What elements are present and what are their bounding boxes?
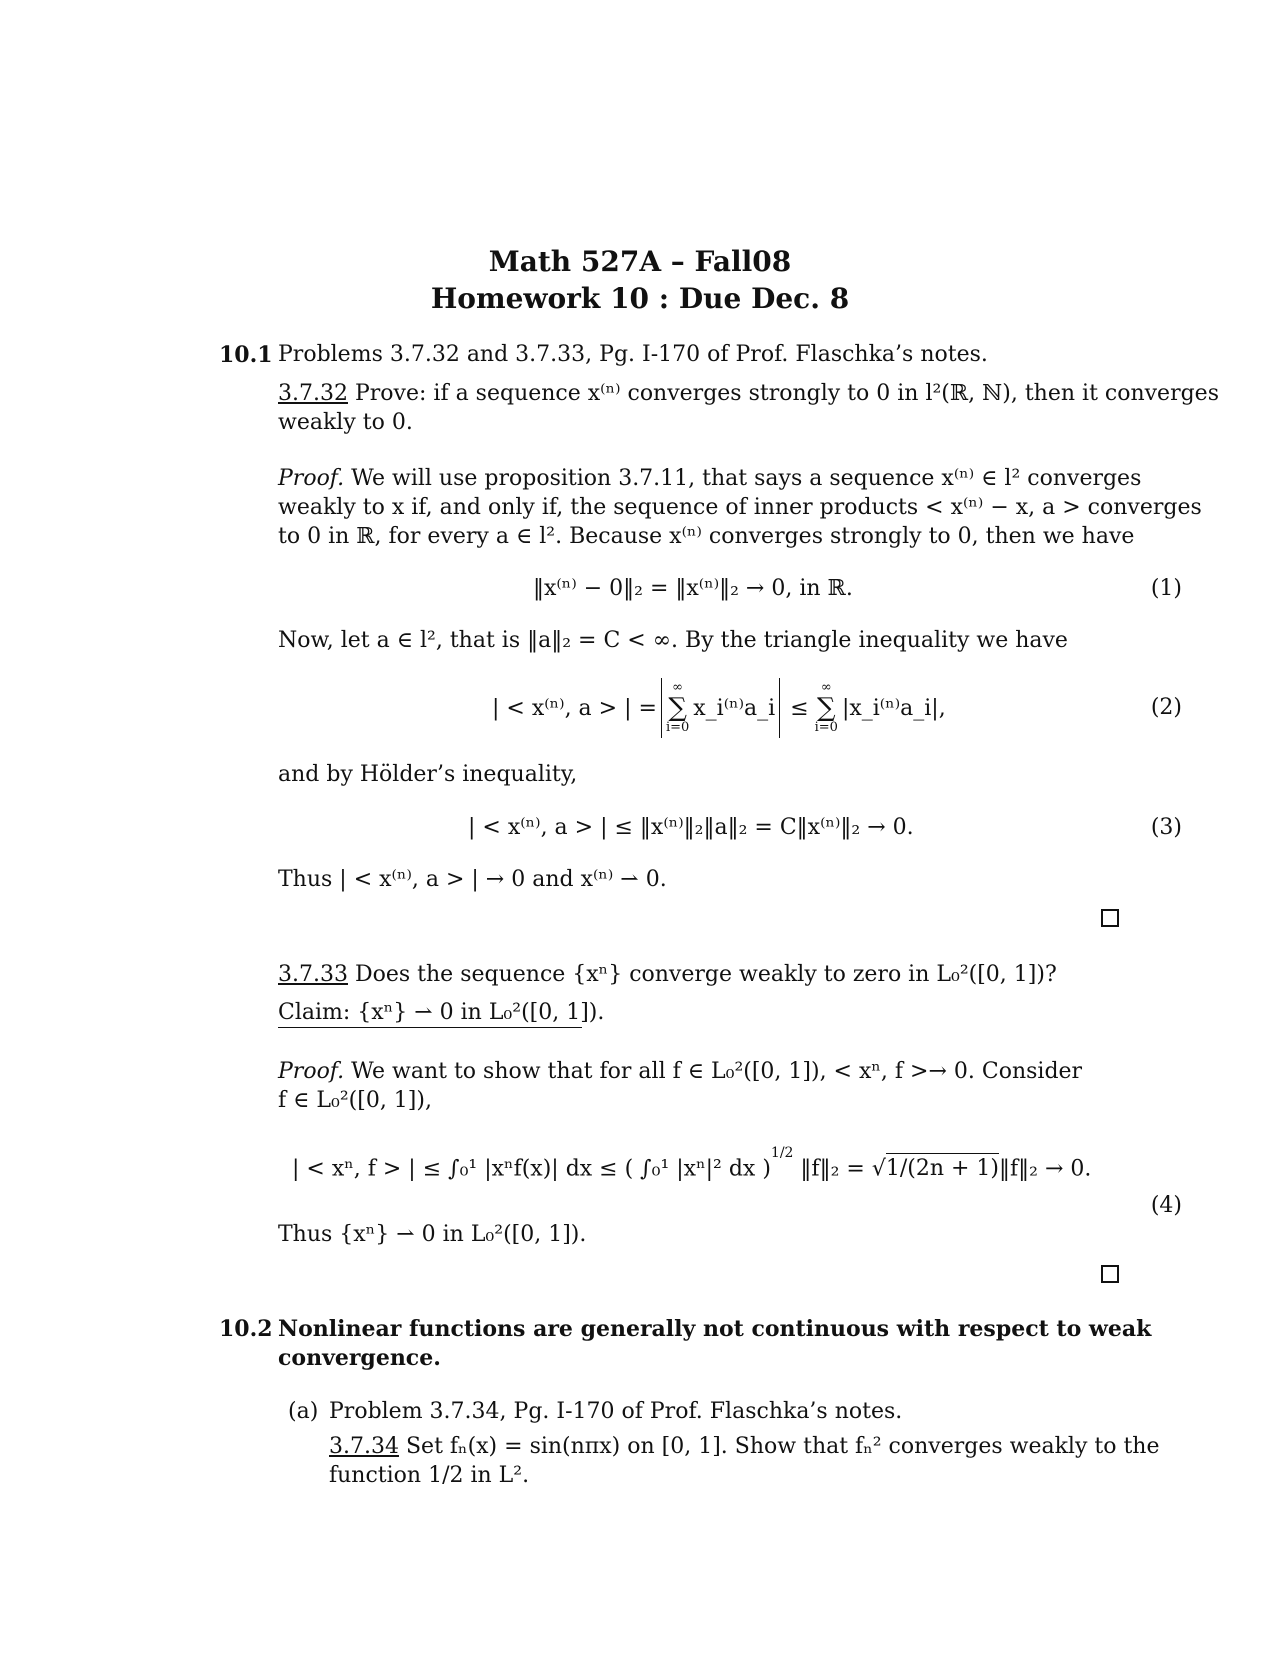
proof-3-7-32-line-2: weakly to x if, and only if, the sequence of inner products < x⁽ⁿ⁾ − x, a > converges bbox=[278, 495, 1202, 520]
proof-label: Proof. bbox=[278, 1059, 345, 1084]
abs-bar-right bbox=[779, 678, 780, 738]
problem-3-7-32-statement bbox=[278, 379, 1219, 409]
sum-upper-limit: ∞ bbox=[672, 680, 684, 695]
sum-operator-2 bbox=[815, 681, 838, 735]
equation-1: ‖x⁽ⁿ⁾ − 0‖₂ = ‖x⁽ⁿ⁾‖₂ → 0, in ℝ. bbox=[533, 576, 853, 601]
statement-line-1: Prove: if a sequence x⁽ⁿ⁾ converges strongly to 0 in l²(ℝ, ℕ), then it converges bbox=[354, 381, 1219, 406]
problem-3-7-33-question bbox=[278, 960, 1057, 990]
claim-underline bbox=[278, 1027, 582, 1028]
proof-3-7-33-line-1 bbox=[278, 1057, 1082, 1087]
statement-line-2: weakly to 0. bbox=[278, 410, 413, 435]
problem-number-10-1: 10.1 bbox=[219, 342, 273, 368]
thus-line-3-7-33: Thus {xⁿ} ⇀ 0 in L₀²([0, 1]). bbox=[278, 1222, 587, 1247]
qed-square-icon bbox=[1101, 909, 1119, 927]
eq2-sum2-term: |x_i⁽ⁿ⁾a_i|, bbox=[841, 695, 946, 721]
problem-10-1-intro: Problems 3.7.32 and 3.7.33, Pg. I-170 of Prof. Flaschka’s notes. bbox=[278, 342, 988, 367]
triangle-inequality-line: Now, let a ∈ l², that is ‖a‖₂ = C < ∞. By the triangle inequality we have bbox=[278, 628, 1068, 653]
proof-label: Proof. bbox=[278, 466, 345, 491]
eq4-part-1: | < xⁿ, f > | ≤ ∫₀¹ |xⁿf(x)| dx ≤ ( ∫₀¹ |xⁿ|² dx ) bbox=[292, 1156, 771, 1182]
sum-symbol: ∑ bbox=[668, 693, 687, 723]
equation-number-1: (1) bbox=[1150, 576, 1182, 601]
eq2-le: ≤ bbox=[790, 695, 809, 721]
eq4-radicand: 1/(2n + 1) bbox=[886, 1153, 999, 1181]
problem-10-2-heading-line-2: convergence. bbox=[278, 1345, 441, 1371]
item-a-intro: Problem 3.7.34, Pg. I-170 of Prof. Flaschka’s notes. bbox=[329, 1399, 903, 1424]
statement-line-1: Set fₙ(x) = sin(nπx) on [0, 1]. Show that fₙ² converges weakly to the bbox=[405, 1434, 1160, 1459]
eq2-lhs: | < x⁽ⁿ⁾, a > | = bbox=[492, 695, 657, 721]
equation-number-2: (2) bbox=[1150, 695, 1182, 720]
equation-2 bbox=[492, 678, 946, 738]
item-marker-a: (a) bbox=[288, 1399, 319, 1424]
problem-3-7-34-statement bbox=[329, 1432, 1159, 1462]
proof-text-1: We will use proposition 3.7.11, that says a sequence x⁽ⁿ⁾ ∈ l² converges bbox=[351, 466, 1142, 491]
question-text: Does the sequence {xⁿ} converge weakly to zero in L₀²([0, 1])? bbox=[354, 962, 1057, 987]
thus-line-3-7-32: Thus | < x⁽ⁿ⁾, a > | → 0 and x⁽ⁿ⁾ ⇀ 0. bbox=[278, 867, 667, 892]
sum-symbol: ∑ bbox=[817, 693, 836, 723]
title-line-1: Math 527A – Fall08 bbox=[488, 245, 792, 278]
proof-3-7-33-line-2: f ∈ L₀²([0, 1]), bbox=[278, 1088, 432, 1113]
problem-label-3-7-34: 3.7.34 bbox=[329, 1434, 399, 1459]
proof-3-7-32-line-3: to 0 in ℝ, for every a ∈ l². Because x⁽ⁿ⁾ converges strongly to 0, then we have bbox=[278, 524, 1135, 549]
equation-3: | < x⁽ⁿ⁾, a > | ≤ ‖x⁽ⁿ⁾‖₂‖a‖₂ = C‖x⁽ⁿ⁾‖₂ → 0. bbox=[468, 815, 914, 840]
problem-number-10-2: 10.2 bbox=[219, 1316, 273, 1342]
equation-4 bbox=[292, 1145, 1092, 1182]
problem-label-3-7-33: 3.7.33 bbox=[278, 962, 348, 987]
abs-bar-left bbox=[661, 678, 662, 738]
sum-lower-limit: i=0 bbox=[814, 720, 838, 735]
equation-number-3: (3) bbox=[1150, 815, 1182, 840]
sum-operator-1 bbox=[666, 681, 689, 735]
equation-number-4: (4) bbox=[1150, 1193, 1182, 1218]
claim-line: Claim: {xⁿ} ⇀ 0 in L₀²([0, 1]). bbox=[278, 1000, 605, 1025]
sum-lower-limit: i=0 bbox=[665, 720, 690, 735]
problem-label-3-7-32: 3.7.32 bbox=[278, 381, 348, 406]
statement-line-2: function 1/2 in L². bbox=[329, 1463, 530, 1488]
title-line-2: Homework 10 : Due Dec. 8 bbox=[430, 282, 850, 315]
sum-upper-limit: ∞ bbox=[820, 680, 832, 695]
eq4-part-3: ‖f‖₂ → 0. bbox=[999, 1156, 1092, 1182]
qed-square-icon bbox=[1101, 1265, 1119, 1283]
eq2-sum1-term: x_i⁽ⁿ⁾a_i bbox=[693, 695, 776, 721]
holder-line: and by Hölder’s inequality, bbox=[278, 762, 578, 787]
proof-text-1: We want to show that for all f ∈ L₀²([0, 1]), < xⁿ, f >→ 0. Consider bbox=[351, 1059, 1083, 1084]
proof-3-7-32-line-1 bbox=[278, 464, 1141, 494]
eq4-exponent: 1/2 bbox=[770, 1145, 794, 1161]
eq4-part-2: ‖f‖₂ = √ bbox=[793, 1156, 886, 1182]
problem-10-2-heading-line-1: Nonlinear functions are generally not continuous with respect to weak bbox=[278, 1316, 1152, 1342]
